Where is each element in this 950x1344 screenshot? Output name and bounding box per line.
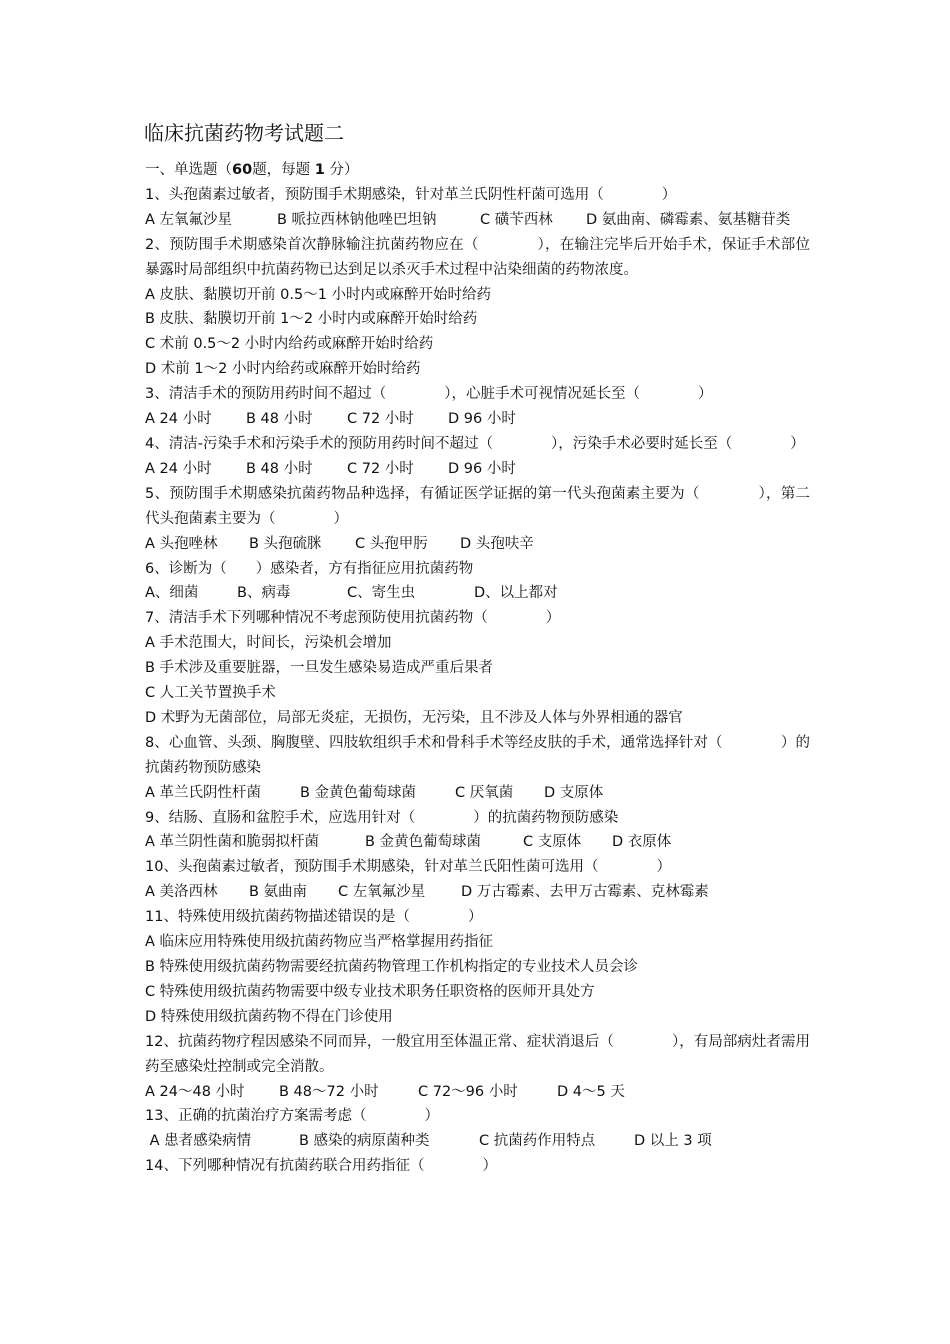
option: C 72～96 小时 [418,1083,518,1100]
option: B 感染的病原菌种类 [299,1133,430,1150]
question-stem: 12、抗菌药物疗程因感染不同而异，一般宜用至体温正常、症状消退后（ ），有局部病灶者需用药至感染灶控制或完全消散。 [145,1033,810,1075]
option: A 皮肤、黏膜切开前 0.5～1 小时内或麻醉开始时给药 [145,286,492,303]
option: D 96 小时 [448,460,516,477]
option: A 左氧氟沙星 [145,211,233,228]
question-stem: 1、头孢菌素过敏者，预防围手术期感染，针对革兰氏阴性杆菌可选用（ ） [145,186,677,203]
question-options [145,532,810,557]
option: A、细菌 [145,585,199,602]
question-options [145,781,810,806]
question-options [145,457,810,482]
option: C 磺苄西林 [480,211,553,228]
option: D 万古霉素、去甲万古霉素、克林霉素 [461,884,709,901]
question-options [145,581,810,606]
option: C 头孢甲肟 [355,535,428,552]
option: A 手术范围大，时间长，污染机会增加 [145,635,392,652]
question-options [145,208,810,233]
option: C 左氧氟沙星 [338,884,426,901]
option: A 革兰氏阴性杆菌 [145,784,262,801]
option: A 头孢唑林 [145,535,218,552]
question-stem: 3、清洁手术的预防用药时间不超过（ ），心脏手术可视情况延长至（ ） [145,386,713,403]
option: C 特殊使用级抗菌药物需要中级专业技术职务任职资格的医师开具处方 [145,983,595,1000]
question-stem: 13、正确的抗菌治疗方案需考虑（ ） [145,1108,439,1125]
option: D 4～5 天 [557,1083,625,1100]
question-stem: 14、下列哪种情况有抗菌药联合用药指征（ ） [145,1158,497,1175]
page-title: 临床抗菌药物考试题二 [144,121,344,145]
option: B 皮肤、黏膜切开前 1～2 小时内或麻醉开始时给药 [145,311,478,328]
option: D 特殊使用级抗菌药物不得在门诊使用 [145,1008,393,1025]
option: B 金黄色葡萄球菌 [300,784,417,801]
question-stem: 9、结肠、直肠和盆腔手术，应选用针对（ ）的抗菌药物预防感染 [145,809,619,826]
option: C 厌氧菌 [455,784,514,801]
option: D 96 小时 [448,411,516,428]
question-stem: 10、头孢菌素过敏者，预防围手术期感染，针对革兰氏阳性菌可选用（ ） [145,859,671,876]
option: B 哌拉西林钠他唑巴坦钠 [277,211,437,228]
option: C 人工关节置换手术 [145,685,276,702]
option: D 以上 3 项 [634,1133,712,1150]
question-stem: 6、诊断为（ ）感染者，方有指征应用抗菌药物 [145,560,474,577]
option: C 抗菌药作用特点 [479,1133,596,1150]
question-stem: 8、心血管、头颈、胸腹壁、四肢软组织手术和骨科手术等经皮肤的手术，通常选择针对（ ）的抗菌药物预防感染 [145,734,810,776]
question-options [145,1080,810,1105]
option: C 术前 0.5～2 小时内给药或麻醉开始时给药 [145,336,434,353]
question-options [145,830,810,855]
option: B 48 小时 [246,460,313,477]
option: B 48～72 小时 [279,1083,379,1100]
question-stem: 7、清洁手术下列哪种情况不考虑预防使用抗菌药物（ ） [145,610,561,627]
option: B 头孢硫脒 [249,535,322,552]
question-stem: 2、预防围手术期感染首次静脉输注抗菌药物应在（ ），在输注完毕后开始手术，保证手术部位暴露时局部组织中抗菌药物已达到足以杀灭手术过程中沾染细菌的药物浓度。 [145,236,810,278]
option: D 头孢呋辛 [460,535,534,552]
question-options [145,880,810,905]
option: C、寄生虫 [347,585,416,602]
option: B、病毒 [237,585,291,602]
option: B 特殊使用级抗菌药物需要经抗菌药物管理工作机构指定的专业技术人员会诊 [145,959,639,975]
question-options [145,407,810,432]
exam-page [145,118,810,1179]
option: B 氨曲南 [249,884,308,901]
option: C 支原体 [523,834,582,851]
option: B 金黄色葡萄球菌 [365,834,482,851]
option: A 美洛西林 [145,884,218,901]
question-options [145,1129,810,1154]
option: C 72 小时 [347,460,414,477]
option: B 手术涉及重要脏器，一旦发生感染易造成严重后果者 [145,660,494,677]
option: D、以上都对 [474,585,558,602]
option: A 24 小时 [145,411,212,428]
option: A 24～48 小时 [145,1083,245,1100]
option: D 支原体 [544,784,604,801]
option: B 48 小时 [246,411,313,428]
question-stem: 11、特殊使用级抗菌药物描述错误的是（ ） [145,909,483,926]
option: D 氨曲南、磷霉素、氨基糖苷类 [586,211,791,228]
option: D 术野为无菌部位，局部无炎症，无损伤，无污染，且不涉及人体与外界相通的器官 [145,709,683,726]
option: A 革兰阴性菌和脆弱拟杆菌 [145,834,320,851]
option: C 72 小时 [347,411,414,428]
option: D 术前 1～2 小时内给药或麻醉开始时给药 [145,361,421,378]
option: A 24 小时 [145,460,212,477]
option: A 临床应用特殊使用级抗菌药物应当严格掌握用药指征 [145,934,494,951]
section-heading: 一、单选题（60题，每题 1 分） [145,162,359,178]
option: D 衣原体 [612,834,672,851]
option: A 患者感染病情 [145,1133,252,1150]
question-stem: 4、清洁-污染手术和污染手术的预防用药时间不超过（ ），污染手术必要时延长至（ ） [145,435,805,452]
question-stem: 5、预防围手术期感染抗菌药物品种选择，有循证医学证据的第一代头孢菌素主要为（ ），第二代头孢菌素主要为（ ） [145,485,810,527]
